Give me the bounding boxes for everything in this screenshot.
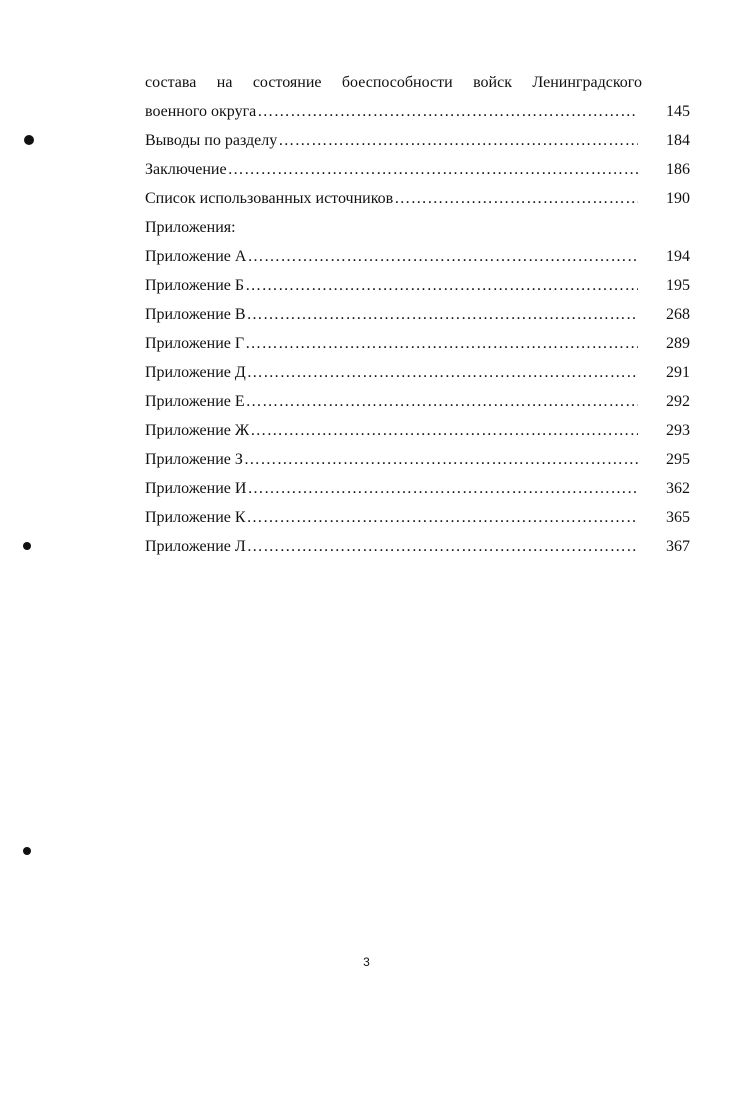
dot-leader [247, 246, 638, 268]
toc-entry-appendix [145, 449, 690, 478]
dot-leader [244, 449, 638, 471]
appendix-heading: Приложения: [145, 219, 236, 236]
toc-entry-label: Приложение З [145, 451, 243, 468]
punch-hole-mark [24, 135, 34, 145]
dot-leader [245, 333, 638, 355]
toc-page-number: 367 [666, 538, 690, 555]
table-of-contents [145, 72, 690, 565]
toc-page-number: 295 [666, 451, 690, 468]
toc-page-number: 184 [666, 132, 690, 149]
toc-page-number: 292 [666, 393, 690, 410]
toc-entry-appendix [145, 304, 690, 333]
toc-entry [145, 130, 690, 159]
toc-entry [145, 101, 690, 130]
punch-hole-mark [23, 847, 31, 855]
dot-leader [278, 130, 638, 152]
toc-word: состояние [252, 74, 322, 91]
toc-entry-label: Приложение Ж [145, 422, 250, 439]
toc-entry-appendix [145, 420, 690, 449]
toc-page-number: 293 [666, 422, 690, 439]
toc-entry-appendix [145, 536, 690, 565]
toc-entry-first-line [145, 72, 642, 101]
toc-entry-label: Приложение Б [145, 277, 245, 294]
dot-leader [228, 159, 638, 181]
dot-leader [247, 507, 638, 529]
toc-entry-label: Выводы по разделу [145, 132, 278, 149]
toc-entry-appendix [145, 275, 690, 304]
toc-entry-label: Приложение Г [145, 335, 245, 352]
dot-leader [247, 304, 638, 326]
dot-leader [245, 275, 638, 297]
toc-word: на [216, 74, 233, 91]
toc-page-number: 194 [666, 248, 690, 265]
toc-entry-label: Список использованных источников [145, 190, 394, 207]
toc-entry-label: Приложение Д [145, 364, 246, 381]
toc-word: Ленинградского [532, 74, 642, 91]
toc-entry-label: Приложение И [145, 480, 247, 497]
punch-hole-mark [23, 542, 31, 550]
dot-leader [247, 362, 638, 384]
dot-leader [247, 536, 638, 558]
toc-entry-label: Приложение К [145, 509, 246, 526]
toc-page-number: 291 [666, 364, 690, 381]
toc-entry-label: Приложение Е [145, 393, 245, 410]
toc-page-number: 145 [666, 103, 690, 120]
toc-entry-appendix [145, 246, 690, 275]
toc-entry-label: Приложение А [145, 248, 247, 265]
toc-entry-appendix [145, 478, 690, 507]
toc-page-number: 190 [666, 190, 690, 207]
toc-entry-appendix [145, 391, 690, 420]
toc-word: боеспособности [341, 74, 453, 91]
toc-page-number: 362 [666, 480, 690, 497]
toc-entry-appendix [145, 362, 690, 391]
page-number: 3 [363, 955, 370, 969]
toc-page-number: 186 [666, 161, 690, 178]
appendix-list [145, 246, 690, 565]
toc-entry [145, 188, 690, 217]
dot-leader [247, 478, 638, 500]
toc-entry-label: военного округа [145, 103, 257, 120]
toc-entry-label: Приложение Л [145, 538, 246, 555]
dot-leader [394, 188, 638, 210]
toc-page-number: 195 [666, 277, 690, 294]
toc-entry [145, 159, 690, 188]
toc-entry-label: Приложение В [145, 306, 246, 323]
toc-page-number: 268 [666, 306, 690, 323]
toc-entry-appendix [145, 333, 690, 362]
dot-leader [246, 391, 638, 413]
toc-page-number: 365 [666, 509, 690, 526]
toc-page-number: 289 [666, 335, 690, 352]
toc-word: войск [473, 74, 512, 91]
toc-entry-label: Заключение [145, 161, 227, 178]
dot-leader [250, 420, 638, 442]
toc-entry-appendix [145, 507, 690, 536]
dot-leader [257, 101, 638, 123]
toc-word: состава [145, 74, 197, 91]
